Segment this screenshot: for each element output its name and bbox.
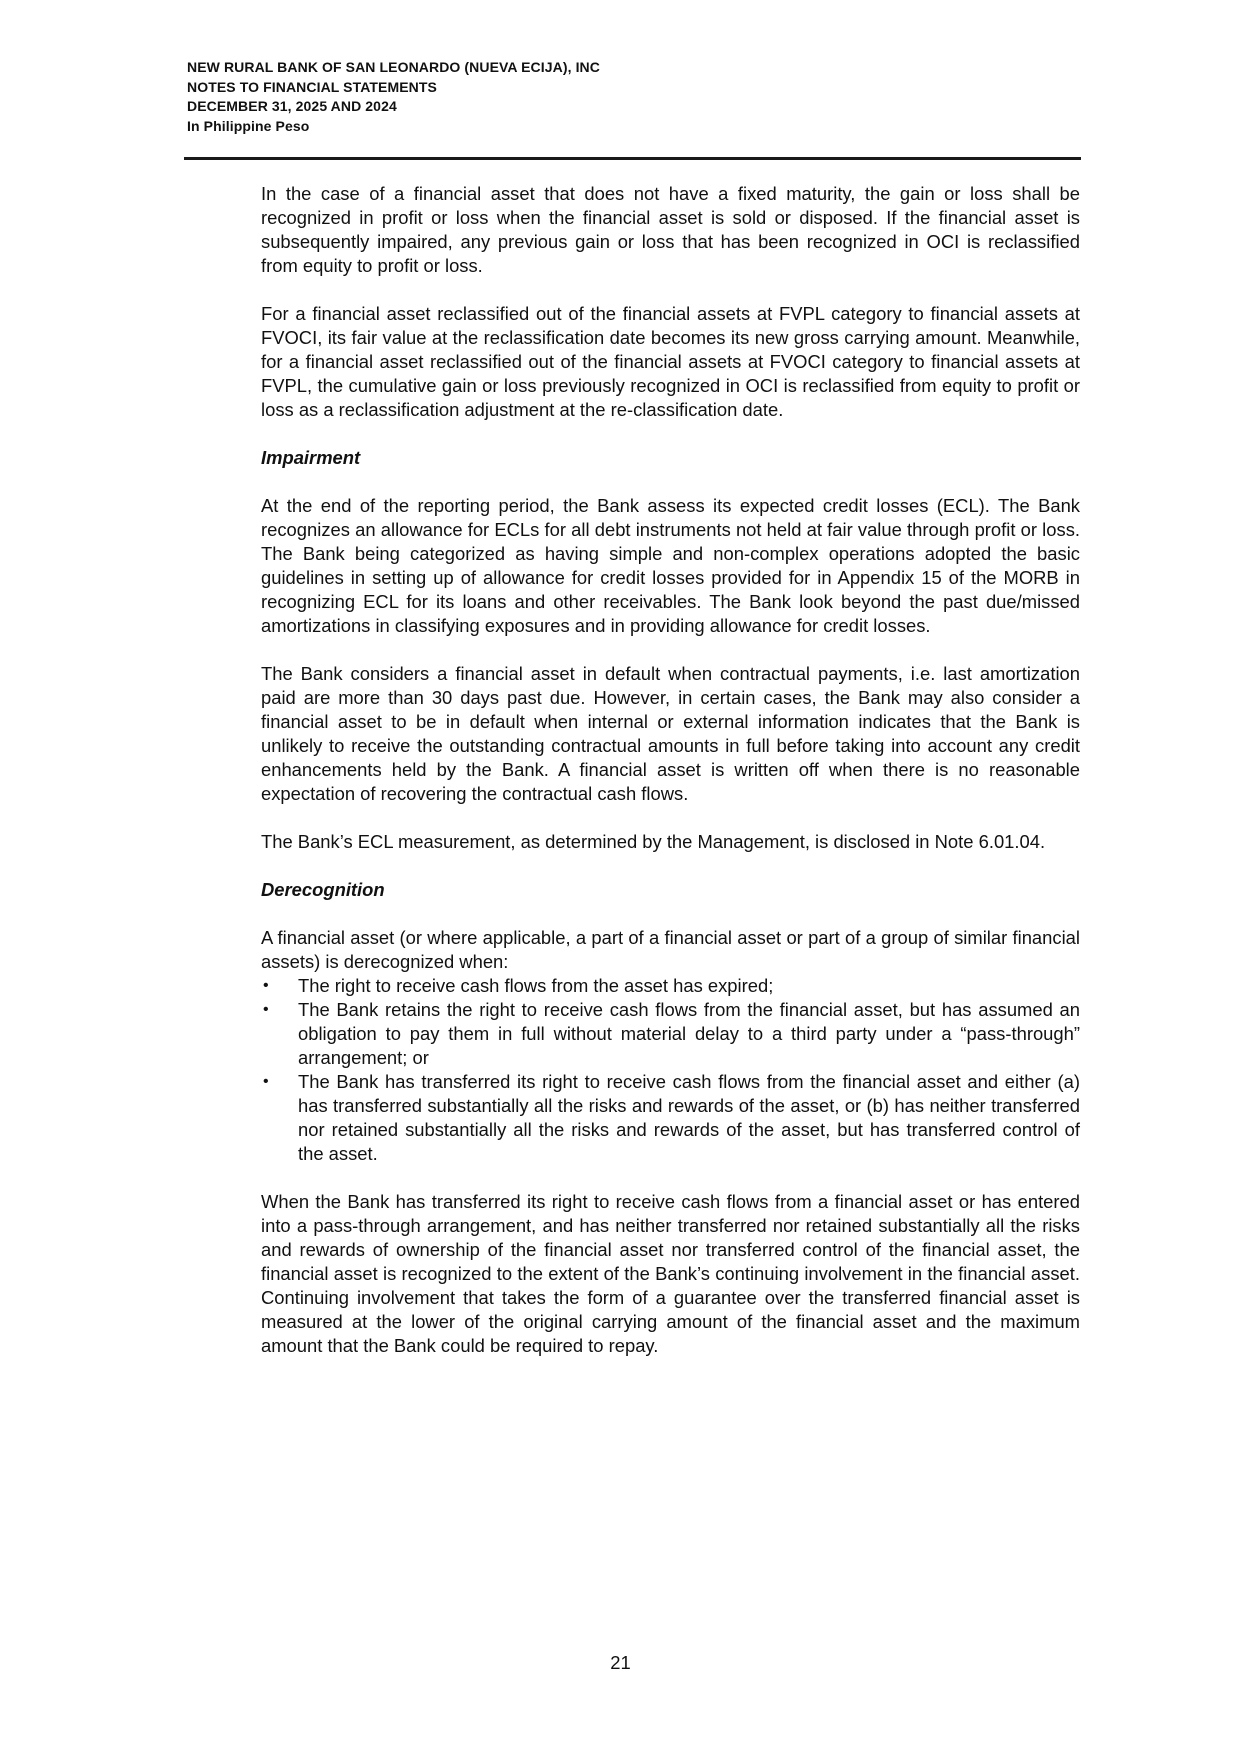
notes-body: [261, 182, 1080, 1382]
document-header: [187, 58, 600, 136]
bullet-icon: •: [263, 977, 269, 994]
derecognition-heading: Derecognition: [261, 879, 385, 900]
paragraph-reclassification: For a financial asset reclassified out of the financial assets at FVPL category to financial assets at FVOCI, its fair value at the reclassification date becomes its new gross carrying amount. Meanwhile, for a financial asset reclassified out of the financial assets at FVOCI category to financial assets at FVPL, the cumulative gain or loss previously recognized in OCI is reclassified from equity to profit or loss as a reclassification adjustment at the re-classification date.: [261, 303, 1080, 420]
list-item-text: The Bank retains the right to receive cash flows from the financial asset, but has assumed an obligation to pay them in full without material delay to a third party under a “pass-through” arrangement; or: [298, 999, 1080, 1068]
currency-note: In Philippine Peso: [187, 117, 310, 134]
paragraph-derecognition-intro: A financial asset (or where applicable, a part of a financial asset or part of a group of similar financial assets) is derecognized when:: [261, 927, 1080, 972]
list-item-text: The Bank has transferred its right to receive cash flows from the financial asset and either (a) has transferred substantially all the risks and rewards of the asset, or (b) has neither transferred nor retained substantially all the risks and rewards of the asset, but has transferred control of the asset.: [298, 1071, 1080, 1164]
bullet-icon: •: [263, 1073, 269, 1090]
impairment-heading: Impairment: [261, 447, 361, 468]
list-item: [261, 998, 1080, 1070]
list-item: [261, 974, 1080, 998]
reporting-period: DECEMBER 31, 2025 AND 2024: [187, 98, 397, 114]
bullet-icon: •: [263, 1001, 269, 1018]
paragraph-default-definition: The Bank considers a financial asset in default when contractual payments, i.e. last amortization paid are more than 30 days past due. However, in certain cases, the Bank may also consider a financial asset to be in default when internal or external information indicates that the Bank is unlikely to receive the outstanding contractual amounts in full before taking into account any credit enhancements held by the Bank. A financial asset is written off when there is no reasonable expectation of recovering the contractual cash flows.: [261, 663, 1080, 804]
paragraph-fixed-maturity: In the case of a financial asset that does not have a fixed maturity, the gain or loss shall be recognized in profit or loss when the financial asset is sold or disposed. If the financial asset is subsequently impaired, any previous gain or loss that has been recognized in OCI is reclassified from equity to profit or loss.: [261, 183, 1080, 276]
paragraph-ecl-assessment: At the end of the reporting period, the Bank assess its expected credit losses (ECL). The Bank recognizes an allowance for ECLs for all debt instruments not held at fair value through profit or loss. The Bank being categorized as having simple and non-complex operations adopted the basic guidelines in setting up of allowance for credit losses provided for in Appendix 15 of the MORB in recognizing ECL for its loans and other receivables. The Bank look beyond the past due/missed amortizations in classifying exposures and in providing allowance for credit losses.: [261, 495, 1080, 636]
header-divider: [184, 157, 1081, 160]
page-number: 21: [610, 1652, 631, 1673]
list-item: [261, 1070, 1080, 1166]
derecognition-conditions-list: [261, 974, 1080, 1166]
company-name: NEW RURAL BANK OF SAN LEONARDO (NUEVA ECIJA), INC: [187, 59, 600, 75]
paragraph-continuing-involvement: When the Bank has transferred its right to receive cash flows from a financial asset or has entered into a pass-through arrangement, and has neither transferred nor retained substantially all the risks and rewards of ownership of the financial asset nor transferred control of the financial asset, the financial asset is recognized to the extent of the Bank’s continuing involvement in the financial asset. Continuing involvement that takes the form of a guarantee over the transferred financial asset is measured at the lower of the original carrying amount of the financial asset and the maximum amount that the Bank could be required to repay.: [261, 1191, 1080, 1356]
paragraph-ecl-measurement: The Bank’s ECL measurement, as determined by the Management, is disclosed in Note 6.01.04.: [261, 831, 1046, 852]
list-item-text: The right to receive cash flows from the asset has expired;: [298, 975, 774, 996]
document-title: NOTES TO FINANCIAL STATEMENTS: [187, 78, 437, 95]
